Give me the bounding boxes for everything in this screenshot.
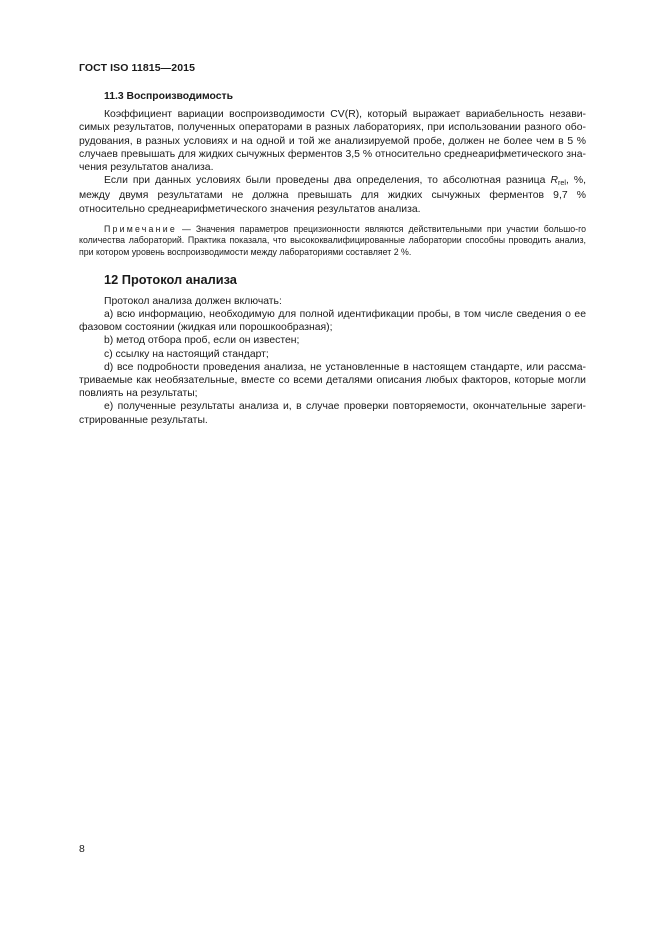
note-text: — Значения параметров прецизионности являются действительными при участии большо-го количества лабораторий. Практика показала, что высококвалифицированные лаборатории способны проводить анализ, при котором уровень воспроизводимости между лабораториями составляет 2 %.: [79, 223, 586, 258]
paragraph-reproducibility-cv: Коэффициент вариации воспроизводимости CV(R), который выражает вариабельность незави-симых результатов, полученных операторами в разных лабораториях, при использовании разного обо-рудования, в разных условиях и на одной и той же анализируемой пробе, должен не более чем в 5 % случаев превышать для жидких сычужных ферментов 3,5 % относительно среднеарифметического зна-чения результатов анализа.: [79, 109, 586, 174]
section-11-3-heading: 11.3 Воспроизводимость: [104, 91, 234, 102]
report-intro: Протокол анализа должен включать:: [104, 295, 282, 307]
standard-header: ГОСТ ISO 11815—2015: [79, 62, 196, 74]
note-label: Примечание: [104, 223, 177, 234]
paragraph-absolute-difference: [79, 174, 586, 216]
list-item: b) метод отбора проб, если он известен;: [104, 335, 300, 347]
list-item: d) все подробности проведения анализа, не установленные в настоящем стандарте, или рассма-триваемые как необязательные, вместе со всеми деталями описания любых факторов, которые могли повлиять на результаты;: [79, 361, 586, 400]
symbol-r: R: [550, 175, 558, 187]
paragraph-text-end: , %, между двумя результатами не должна превышать для жидких сычужных ферментов 9,7 % относительно среднеарифметического значения результатов анализа.: [79, 175, 587, 215]
section-12-heading: 12 Протокол анализа: [104, 271, 237, 287]
page-number: 8: [79, 844, 85, 855]
page-content: [79, 90, 586, 427]
paragraph-text-start: Если при данных условиях были проведены два определения, то абсолютная разница: [104, 175, 551, 187]
symbol-r-subscript: rel: [557, 178, 566, 188]
note-precision: [79, 224, 586, 259]
list-item: e) полученные результаты анализа и, в случае проверки повторяемости, окончательные зареги-стрированные результаты.: [79, 401, 586, 426]
list-item: c) ссылку на настоящий стандарт;: [104, 348, 269, 360]
list-item: a) всю информацию, необходимую для полной идентификации пробы, в том числе сведения о ее фазовом состоянии (жидкая или порошкообразная);: [79, 309, 586, 334]
